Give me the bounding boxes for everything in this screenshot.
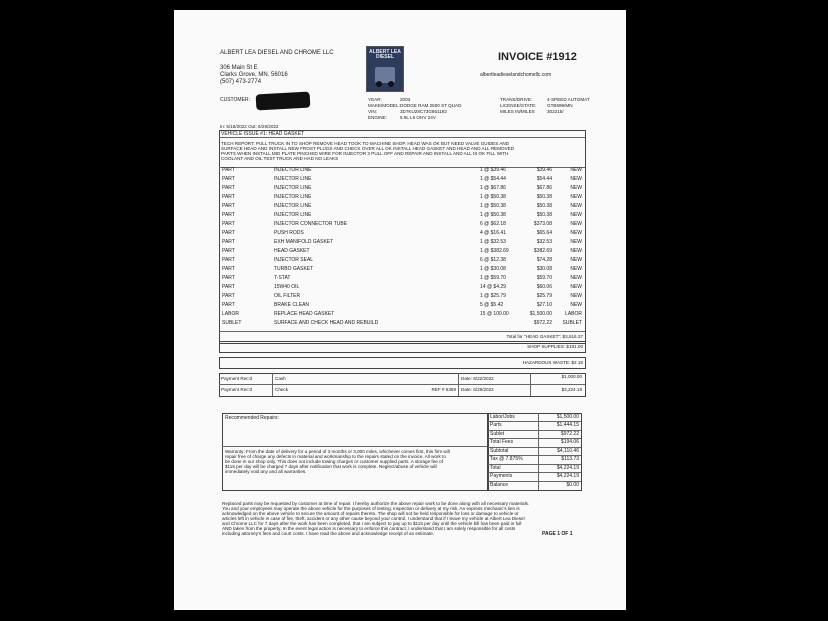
item-quantity: 1 @ $67.86 <box>480 185 506 191</box>
item-type: PART <box>222 203 235 209</box>
divider <box>272 373 273 396</box>
line-item-row <box>220 175 584 184</box>
line-item-row <box>220 283 584 292</box>
line-item-row <box>220 166 584 175</box>
payment-label: Payment Rec'd <box>221 387 253 392</box>
recommended-repairs-label: Recommended Repairs: <box>225 415 279 421</box>
totals-value: $0.00 <box>566 482 579 488</box>
footer-line: You and your employees may operate the above vehicle for the purposes of testing, inspection or delivery at my risk. An express mechanic's lien is <box>222 506 520 511</box>
item-type: PART <box>222 302 235 308</box>
totals-value: $4,110.46 <box>557 448 579 454</box>
make-label: MAKE/MODEL: <box>368 103 400 108</box>
item-status: NEW <box>570 212 582 218</box>
totals-label: Labor/Jobs <box>490 414 515 420</box>
item-description: T-STAT <box>274 275 291 281</box>
miles-label: MILES IN/MILES <box>500 109 535 114</box>
item-total: $60.06 <box>536 284 552 290</box>
tech-report-line: TECH REPORT: PULL TRUCK IN TO SHOP REMOVE HEAD TOOK TO MACHINE SHOP. HEAD WAS OK BUT NEED VALVE GUIDES AND <box>221 141 510 146</box>
item-description: SURFACE AND CHECK HEAD AND REBUILD <box>274 320 379 326</box>
item-total: $373.08 <box>533 221 552 227</box>
totals-value: $1,500.00 <box>556 414 579 420</box>
miles-value: 302215/ <box>547 109 564 114</box>
tech-report-line: PARTS WHEN INSTALL MID PLATE PINCHED WIRE FOR INJECTOR 3 PULL OFF AND REPAIR AND INSTALL AND ALL IS OK FILL WITH <box>221 151 509 156</box>
item-description: INJECTOR SEAL <box>274 257 314 263</box>
issue-title: VEHICLE ISSUE #1: HEAD GASKET <box>221 131 305 137</box>
item-total: $30.08 <box>536 266 552 272</box>
totals-label: Tax @ 7.875% <box>490 456 523 462</box>
item-total: $50.38 <box>536 194 552 200</box>
item-total: $50.38 <box>536 212 552 218</box>
totals-label: Subtotal <box>490 448 509 454</box>
wheel-icon <box>376 81 382 87</box>
item-status: LABOR <box>565 311 582 317</box>
line-item-row <box>220 193 584 202</box>
item-total: $382.69 <box>533 248 552 254</box>
invoice-title: INVOICE #1912 <box>498 51 577 63</box>
item-type: PART <box>222 221 235 227</box>
item-type: PART <box>222 293 235 299</box>
tech-report-line: COOLANT AND OIL TEST TRUCK AND HAD NO LEAKS <box>221 156 339 161</box>
divider <box>219 137 585 138</box>
line-item-row <box>220 310 584 319</box>
item-type: PART <box>222 239 235 245</box>
totals-value: $113.73 <box>561 456 579 462</box>
warranty-line: repair free of charge any defects in material and workmanship to the repairs stated on the invoice. All work to <box>225 454 446 459</box>
shop-address-line1: 306 Main St E <box>220 65 258 71</box>
item-description: REPLACE HEAD GASKET <box>274 311 335 317</box>
payment-reference: REF # 6389 <box>431 387 456 392</box>
item-status: NEW <box>570 194 582 200</box>
payment-method: Cash <box>275 376 286 381</box>
item-type: PART <box>222 284 235 290</box>
line-item-row <box>220 265 584 274</box>
item-quantity: 1 @ $50.38 <box>480 212 506 218</box>
totals-label: Total <box>490 465 501 471</box>
payment-date: Date: 6/22/2022 <box>461 376 494 381</box>
line-item-row <box>220 202 584 211</box>
item-status: NEW <box>570 284 582 290</box>
item-description: INJECTOR CONNECTOR TUBE <box>274 221 348 227</box>
item-quantity: 1 @ $30.08 <box>480 266 506 272</box>
divider <box>219 331 585 332</box>
vin-label: VIN: <box>368 109 377 114</box>
item-status: NEW <box>570 275 582 281</box>
shop-supplies: SHOP SUPPLIES: $191.00 <box>527 344 583 349</box>
payment-label: Payment Rec'd <box>221 376 253 381</box>
line-item-row <box>220 229 584 238</box>
footer-line: Replaced parts may be requested by customer at time of repair. I hereby authorize the above repair work to be done along with all necessary materials. <box>222 501 530 506</box>
trans-label: TRANS/DRIVE: <box>500 97 533 102</box>
item-status: NEW <box>570 167 582 173</box>
item-status: NEW <box>570 248 582 254</box>
item-description: PUSH RODS <box>274 230 304 236</box>
shop-address-line2: Clarks Grove, MN. 56016 <box>220 72 288 78</box>
totals-label: Parts <box>490 422 502 428</box>
item-description: TURBO GASKET <box>274 266 314 272</box>
line-item-row <box>220 220 584 229</box>
divider <box>458 373 459 396</box>
warranty-line: $115 per day will be charged 7 days after notification that work is complete. Neglect/abuse of vehicle will <box>225 464 437 469</box>
item-type: PART <box>222 212 235 218</box>
item-type: PART <box>222 266 235 272</box>
line-item-row <box>220 274 584 283</box>
item-total: $32.53 <box>536 239 552 245</box>
item-quantity: 1 @ $50.38 <box>480 194 506 200</box>
license-label: LICENSE/STATE: <box>500 103 537 108</box>
line-item-row <box>220 319 584 328</box>
item-type: PART <box>222 248 235 254</box>
totals-label: Payments <box>490 473 513 479</box>
item-status: NEW <box>570 302 582 308</box>
divider <box>530 373 531 396</box>
line-item-row <box>220 256 584 265</box>
payment-amount: $3,224.19 <box>561 387 582 392</box>
item-type: PART <box>222 185 235 191</box>
item-description: INJECTOR LINE <box>274 176 312 182</box>
item-type: PART <box>222 194 235 200</box>
item-total: $59.70 <box>536 275 552 281</box>
item-quantity: 1 @ $50.38 <box>480 203 506 209</box>
totals-label: Total Fees <box>490 439 514 445</box>
page-number: PAGE 1 OF 1 <box>542 531 573 537</box>
item-quantity: 6 @ $62.18 <box>480 221 506 227</box>
payment-amount: $1,000.00 <box>561 374 582 379</box>
warranty-line: immediately void any and all warranties. <box>225 469 307 474</box>
totals-value: $4,224.19 <box>556 465 579 471</box>
footer-line: and Chrome LLC for 7 days after the work has been completed, that I am subject to pay up to $115 per day until the vehicle bill has been paid in full <box>222 521 522 526</box>
item-quantity: 1 @ $32.53 <box>480 239 506 245</box>
item-quantity: 4 @ $16.41 <box>480 230 506 236</box>
item-quantity: 14 @ $4.29 <box>480 284 506 290</box>
item-status: NEW <box>570 257 582 263</box>
item-quantity: 1 @ $25.79 <box>480 293 506 299</box>
item-quantity: 15 @ 100.00 <box>480 311 509 317</box>
item-description: EXH MANIFOLD GASKET <box>274 239 334 245</box>
item-total: $54.44 <box>536 176 552 182</box>
line-item-row <box>220 301 584 310</box>
item-description: INJECTOR LINE <box>274 167 312 173</box>
item-description: INJECTOR LINE <box>274 185 312 191</box>
line-item-row <box>220 247 584 256</box>
item-quantity: 1 @ $39.46 <box>480 167 506 173</box>
line-item-row <box>220 238 584 247</box>
item-type: PART <box>222 230 235 236</box>
item-status: NEW <box>570 221 582 227</box>
totals-value: $1,444.15 <box>556 422 579 428</box>
line-item-row <box>220 211 584 220</box>
shop-name: ALBERT LEA DIESEL AND CHROME LLC <box>220 50 334 56</box>
totals-label: Balance <box>490 482 509 488</box>
make-value: DODGE RAM 2500 ST QUAD <box>400 103 462 108</box>
item-status: NEW <box>570 230 582 236</box>
item-status: NEW <box>570 203 582 209</box>
item-status: NEW <box>570 293 582 299</box>
shop-logo <box>366 46 404 92</box>
license-value: GTB699/MN <box>547 103 573 108</box>
item-total: $25.79 <box>536 293 552 299</box>
item-description: INJECTOR LINE <box>274 194 312 200</box>
totals-label: Sublet <box>490 431 505 437</box>
line-item-row <box>220 184 584 193</box>
item-type: LABOR <box>222 311 239 317</box>
item-description: INJECTOR LINE <box>274 203 312 209</box>
item-type: PART <box>222 176 235 182</box>
item-total: $50.38 <box>536 203 552 209</box>
item-description: BRAKE CLEAN <box>274 302 310 308</box>
wheel-icon <box>388 81 394 87</box>
item-quantity: 5 @ $5.42 <box>480 302 504 308</box>
item-description: OIL FILTER <box>274 293 301 299</box>
item-type: SUBLET <box>222 320 242 326</box>
item-quantity: 6 @ $12.38 <box>480 257 506 263</box>
totals-value: $972.22 <box>560 431 579 437</box>
issue-total: Total for "HEAD GASKET": $3,516.37 <box>506 334 583 339</box>
footer-line: including attorney's fees and court costs. I have read the above and acknowledge receipt of an estimate. <box>222 531 435 536</box>
warranty-line: Warranty: From the date of delivery for a period of 3 months or 3,000 miles, whichever comes first, this firm will <box>225 449 450 454</box>
item-status: NEW <box>570 266 582 272</box>
year-value: 2003 <box>400 97 411 102</box>
hazardous-waste: HAZARDOUS WASTE: $2.19 <box>522 360 583 365</box>
item-quantity: 1 @ $54.44 <box>480 176 506 182</box>
logo-text: ALBERT LEA DIESEL <box>369 49 401 60</box>
year-label: YEAR: <box>368 97 382 102</box>
item-description: INJECTOR LINE <box>274 212 312 218</box>
item-description: 15W40 OIL <box>274 284 300 290</box>
totals-value: $194.06 <box>560 439 579 445</box>
item-status: SUBLET <box>562 320 582 326</box>
engine-value: 5.9L L6 OHV 24V <box>400 115 436 120</box>
divider <box>538 413 539 490</box>
item-total: $74.28 <box>536 257 552 263</box>
item-description: HEAD GASKET <box>274 248 310 254</box>
item-total: $39.46 <box>536 167 552 173</box>
warranty-line: be done in our shop only. This does not include towing charges or customer supplied parts. A storage fee of <box>225 459 443 464</box>
redacted-customer <box>256 92 311 111</box>
payment-method: Check <box>275 387 289 392</box>
item-type: PART <box>222 257 235 263</box>
payment-date: Date: 6/29/2022 <box>461 387 494 392</box>
item-quantity: 1 @ $382.69 <box>480 248 509 254</box>
invoice-page <box>174 10 626 610</box>
shop-website: albertleadieselandchomellc.com <box>480 72 552 78</box>
item-total: $65.64 <box>536 230 552 236</box>
footer-line: acknowledged on the above vehicle to secure the amount of repairs thereto. The shop will not be held responsible for loss or damage to vehicle or <box>222 511 519 516</box>
item-status: NEW <box>570 239 582 245</box>
line-item-row <box>220 292 584 301</box>
item-type: PART <box>222 275 235 281</box>
shop-phone: (507) 473-2774 <box>220 79 262 85</box>
totals-value: $4,224.19 <box>556 473 579 479</box>
engine-label: ENGINE: <box>368 115 387 120</box>
item-total: $972.22 <box>533 320 552 326</box>
divider <box>222 446 487 447</box>
item-total: $1,500.00 <box>529 311 552 317</box>
tech-report-line: SURFACE HEAD AND INSTALL NEW FROST PLUGS AND CHECK OVER ALL OK INSTALL HEAD GASKET AND HEAD AND ALL REMOVED <box>221 146 515 151</box>
in-out-dates: In: 5/18/2022 Out: 6/29/2022 <box>220 124 279 129</box>
footer-line: articles left in vehicle in case of fire, theft, accident or any other cause beyond your control. I understand that if I leave my vehicle at Albert Lea Diesel <box>222 516 525 521</box>
item-quantity: 1 @ $59.70 <box>480 275 506 281</box>
trans-value: 4-SPEED AUTOMAT <box>547 97 590 102</box>
item-type: PART <box>222 167 235 173</box>
item-total: $67.86 <box>536 185 552 191</box>
vin-value: 3D7KU28C73G851192 <box>400 109 447 114</box>
footer-line: AND taken from the property. In the event legal action is necessary to enforce this contract, I understand that I am solely responsible for all costs <box>222 526 516 531</box>
item-total: $27.10 <box>536 302 552 308</box>
customer-label: CUSTOMER: <box>220 97 250 103</box>
item-status: NEW <box>570 185 582 191</box>
item-status: NEW <box>570 176 582 182</box>
